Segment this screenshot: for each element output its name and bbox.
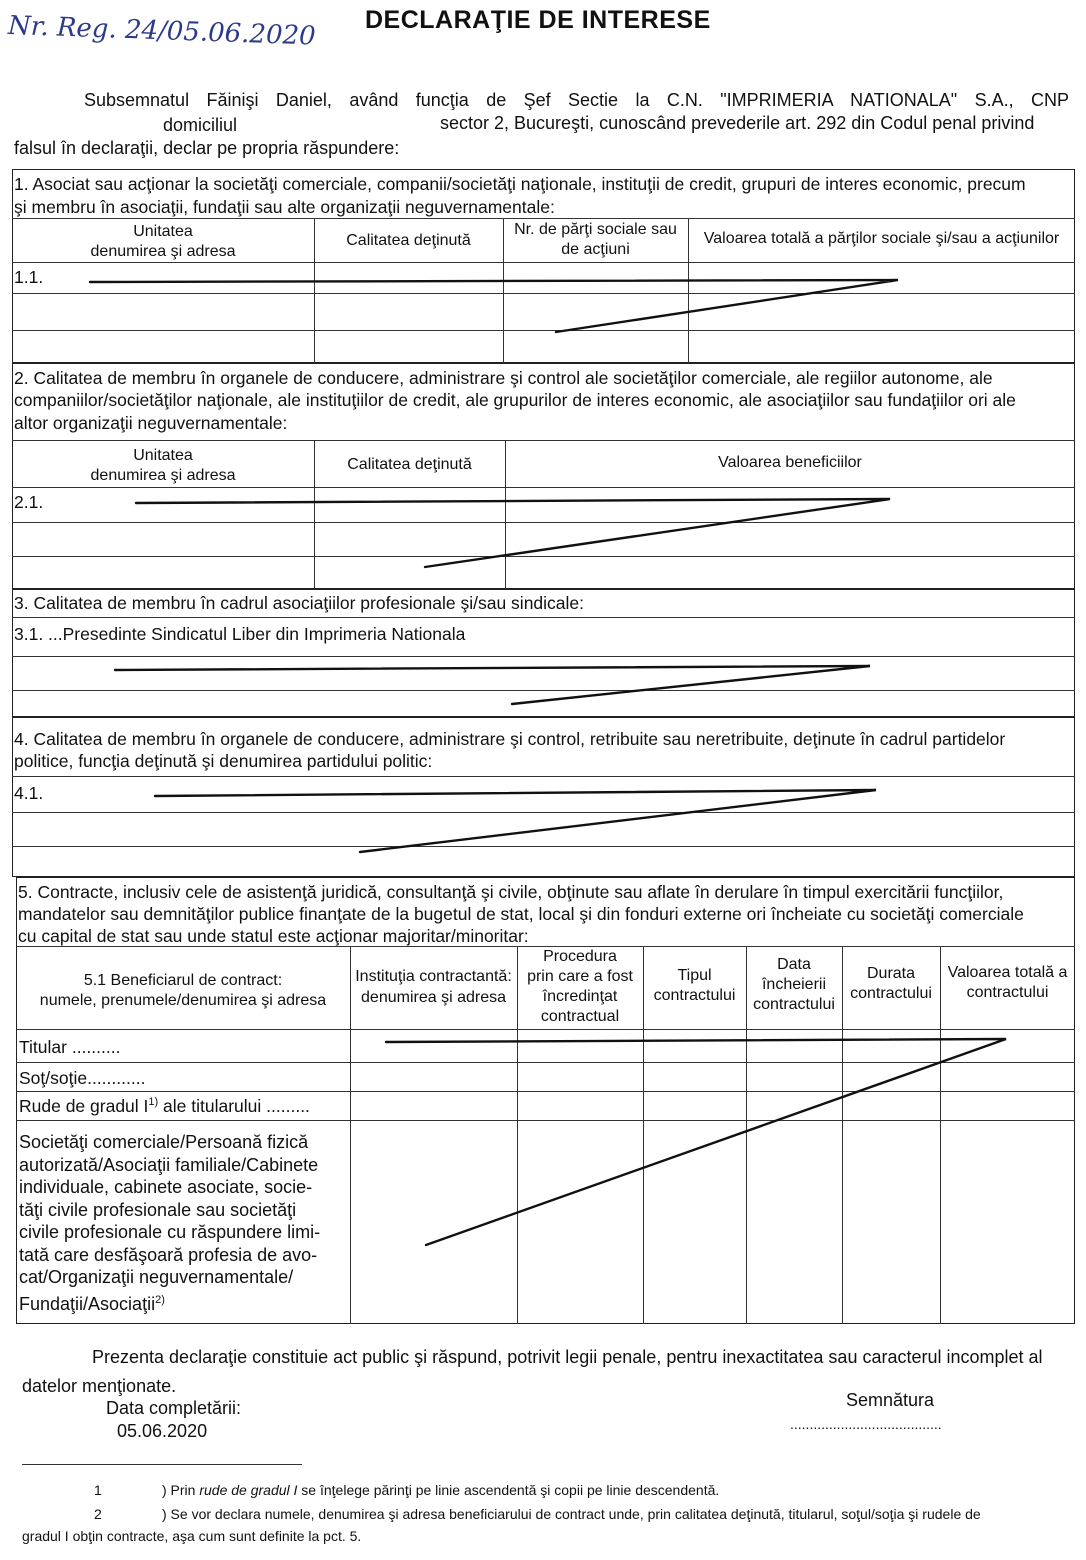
section-3-heading: 3. Calitatea de membru în cadrul asociaţiilor profesionale şi/sau sindicale: bbox=[14, 593, 585, 613]
s5-col-value-line-1: Valoarea totală a bbox=[947, 964, 1068, 981]
s5-col-procedure-line-4: contractual bbox=[540, 1008, 620, 1025]
section-4-heading-line-2: politice, funcţia deţinută şi denumirea partidului politic: bbox=[14, 751, 433, 771]
intro-domicile-label: domiciliul bbox=[163, 115, 238, 135]
s5-row-companies: Societăţi comerciale/Persoană fizică autorizată/Asociaţii familiale/Cabinete individuale, cabinete asociate, socie- tăţi civile profesionale sau societăţi civile profesionale cu răspundere limi- tată care desfăşoară profesia de avo- cat/Organizaţii neguvernamentale/ Fundaţii/Asociaţii$^{2)}$ bbox=[19, 1132, 321, 1314]
section-1-heading-line-2: şi membru în asociaţii, fundaţii sau alte organizaţii neguvernamentale: bbox=[14, 197, 555, 217]
date-label: Data completării: bbox=[106, 1398, 242, 1418]
section-2-heading-line-1: 2. Calitatea de membru în organele de conducere, administrare şi control ale societăţilor comerciale, ale regiilor autonome, ale bbox=[14, 368, 993, 388]
section-5-heading-line-3: cu capital de stat sau unde statul este acţionar majoritar/minoritar: bbox=[18, 926, 529, 946]
s2-row-2-1: 2.1. bbox=[14, 492, 44, 512]
s5-col-date-line-1: Data bbox=[777, 956, 811, 973]
s1-col-total-value: Valoarea totală a părţilor sociale şi/sau a acţiunilor bbox=[703, 230, 1060, 247]
s5-col-procedure-line-2: prin care a fost bbox=[527, 968, 633, 985]
intro-line-3: falsul în declaraţii, declar pe propria răspundere: bbox=[14, 138, 400, 158]
s2-col-unit-line-1: Unitatea bbox=[133, 447, 193, 464]
s4-row-4-1: 4.1. bbox=[14, 783, 44, 803]
s3-row-3-1: 3.1. ...Presedinte Sindicatul Liber din Imprimeria Nationala bbox=[14, 624, 466, 644]
s5-col-institution-line-2: denumirea şi adresa bbox=[361, 989, 506, 1006]
s5-col-type-line-1: Tipul bbox=[677, 967, 712, 984]
section-5-heading-line-2: mandatelor sau demnităţilor publice finanţate de la bugetul de stat, local şi din fonduri externe ori încheiate cu societăţi comerciale bbox=[18, 904, 1024, 924]
s1-col-capacity: Calitatea deţinută bbox=[346, 232, 471, 249]
s2-col-capacity: Calitatea deţinută bbox=[347, 456, 472, 473]
section-1-heading-line-1: 1. Asociat sau acţionar la societăţi comerciale, companii/societăţi naţionale, instituţii de credit, grupuri de interes economic, precum bbox=[14, 174, 1026, 194]
s1-col-shares-line-1: Nr. de părţi sociale sau bbox=[514, 221, 677, 238]
page-title: DECLARAŢIE DE INTERESE bbox=[365, 6, 711, 34]
s5-row-relatives: Rude de gradul $I^{1)}$ ale titularului ......... bbox=[19, 1096, 310, 1116]
s5-row-spouse: Soţ/soţie............ bbox=[19, 1068, 146, 1088]
s1-col-unit-line-1: Unitatea bbox=[133, 223, 193, 240]
s5-col-date-line-2: încheierii bbox=[761, 976, 827, 993]
footnote-1-text: ) Prin rude de gradul I se înţelege părinţi pe linie ascendentă şi copii pe linie descendentă. bbox=[162, 1482, 720, 1498]
svg-text:Nr. Reg. 24/05.06.2020: Nr. Reg. 24/05.06.2020 bbox=[7, 10, 317, 52]
section-5-heading-line-1: 5. Contracte, inclusiv cele de asistenţă juridică, consultanţă şi civile, obţinute sau aflate în derulare în timpul exercitării funcţiilor, bbox=[18, 882, 1004, 902]
footnote-divider bbox=[22, 1464, 302, 1465]
s2-col-benefits: Valoarea beneficiilor bbox=[718, 454, 862, 471]
footnote-1-number: 1 bbox=[94, 1482, 102, 1498]
s5-col-type-line-2: contractului bbox=[653, 987, 736, 1004]
closing-statement-line-1: Prezenta declaraţie constituie act public şi răspund, potrivit legii penale, pentru inexactitatea sau caracterul incomplet al bbox=[92, 1347, 1043, 1367]
s5-col-value-line-2: contractului bbox=[966, 984, 1049, 1001]
s5-col-procedure-line-3: încredinţat bbox=[542, 988, 618, 1005]
section-2-heading-line-3: altor organizaţii neguvernamentale: bbox=[14, 413, 288, 433]
s5-col-date-line-3: contractului bbox=[753, 996, 835, 1013]
s1-row-1-1: 1.1. bbox=[14, 267, 44, 287]
s5-col-beneficiary-line-2: numele, prenumele/denumirea şi adresa bbox=[39, 992, 327, 1009]
s5-col-beneficiary-line-1: 5.1 Beneficiarul de contract: bbox=[83, 972, 283, 989]
section-2-heading-line-2: companiilor/societăţilor naţionale, ale instituţiilor de credit, ale grupurilor de interes economic, ale asociaţiilor sau fundaţiilor ori ale bbox=[14, 390, 1016, 410]
signature-label: Semnătura bbox=[846, 1390, 935, 1410]
s5-col-duration-line-1: Durata bbox=[866, 965, 916, 982]
footnote-2-text-line-1: ) Se vor declara numele, denumirea şi adresa beneficiarului de contract unde, prin calitatea deţinută, titularul, soţul/soţia şi rudele de bbox=[162, 1506, 981, 1522]
closing-statement-line-2: datelor menţionate. bbox=[22, 1376, 177, 1396]
s5-col-duration-line-2: contractului bbox=[850, 985, 932, 1002]
s2-col-unit-line-2: denumirea şi adresa bbox=[90, 467, 236, 484]
footnote-2-number: 2 bbox=[94, 1506, 102, 1522]
intro-line-1: Subsemnatul Făinişi Daniel, având funcţia de Şef Sectie la C.N. "IMPRIMERIA NATIONALA" S.A., CNP bbox=[84, 90, 1069, 110]
footnote-2-text-line-2: gradul I obţin contracte, aşa cum sunt definite la pct. 5. bbox=[22, 1528, 362, 1544]
date-value: 05.06.2020 bbox=[117, 1421, 208, 1441]
s5-col-procedure-line-1: Procedura bbox=[543, 948, 617, 965]
s5-col-institution-line-1: Instituţia contractantă: bbox=[355, 968, 512, 985]
s5-row-titular: Titular .......... bbox=[19, 1037, 121, 1057]
s1-col-shares-line-2: de acţiuni bbox=[561, 241, 630, 258]
signature-line: ....................................... bbox=[790, 1416, 942, 1432]
s1-col-unit-line-2: denumirea şi adresa bbox=[90, 243, 236, 260]
section-4-heading-line-1: 4. Calitatea de membru în organele de conducere, administrare şi control, retribuite sau neretribuite, deţinute în cadrul partidelor bbox=[14, 729, 1006, 749]
intro-line-2: sector 2, Bucureşti, cunoscând prevederile art. 292 din Codul penal privind bbox=[440, 113, 1035, 133]
